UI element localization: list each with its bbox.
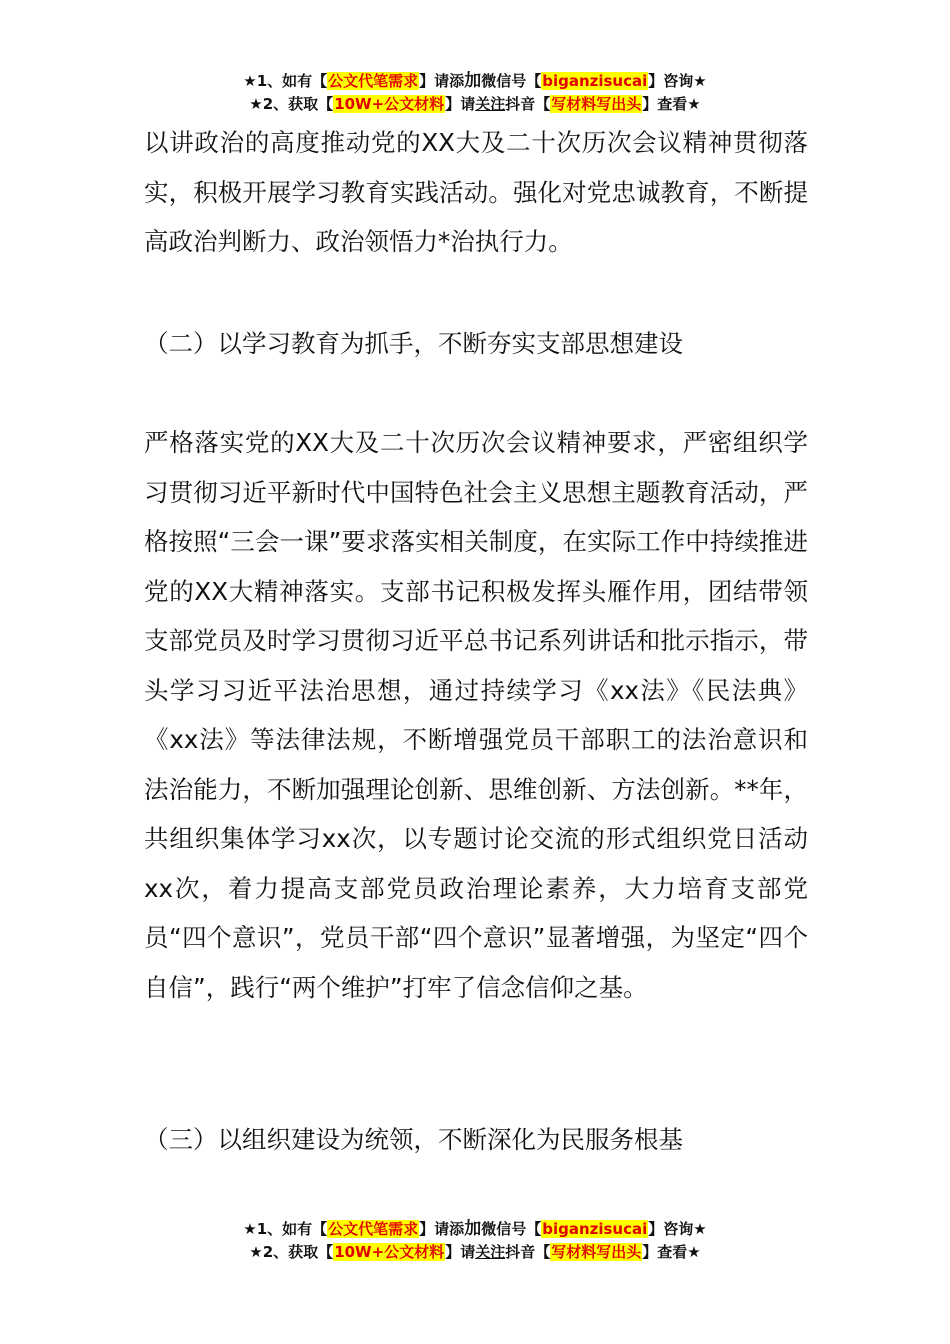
top-banner-line-1	[0, 70, 950, 93]
highlight-materials: 10W+公文材料	[334, 95, 445, 113]
banner-text: 】咨询★	[648, 72, 707, 90]
bottom-banner-line-1	[0, 1218, 950, 1241]
highlight-service: 公文代笔需求	[328, 72, 419, 90]
banner-text: ★1、如有【	[243, 1220, 328, 1238]
section-heading-3: （三）以组织建设为统领，不断深化为民服务根基	[144, 1125, 683, 1154]
banner-text: 抖音【	[505, 1243, 551, 1261]
banner-text: 抖音【	[505, 95, 551, 113]
banner-text: 】请添	[419, 1220, 465, 1238]
banner-text: 微信号【	[481, 1220, 542, 1238]
highlight-douyin-account: 写材料写出头	[551, 1243, 642, 1261]
paragraph-2: 严格落实党的XX大及二十次历次会议精神要求，严密组织学习贯彻习近平新时代中国特色社会主义思想主题教育活动，严格按照“三会一课”要求落实相关制度，在实际工作中持续推进党的XX大精神落实。支部书记积极发挥头雁作用，团结带领支部党员及时学习贯彻习近平总书记系列讲话和批示指示，带头学习习近平法治思想，通过持续学习《xx法》《民法典》《xx法》等法律法规，不断增强党员干部职工的法治意识和法治能力，不断加强理论创新、思维创新、方法创新。**年，共组织集体学习xx次，以专题讨论交流的形式组织党日活动xx次，着力提高支部党员政治理论素养，大力培育支部党员“四个意识”，党员干部“四个意识”显著增强，为坚定“四个自信”，践行“两个维护”打牢了信念信仰之基。	[144, 428, 808, 1002]
section-heading-2: （二）以学习教育为抓手，不断夯实支部思想建设	[144, 329, 683, 358]
paragraph-1: 以讲政治的高度推动党的XX大及二十次历次会议精神贯彻落实，积极开展学习教育实践活动。强化对党忠诚教育，不断提高政治判断力、政治领悟力*治执行力。	[144, 128, 808, 256]
banner-text-emphasis: 加	[464, 71, 482, 91]
banner-text: 】请	[445, 95, 476, 113]
banner-text: ★1、如有【	[243, 72, 328, 90]
banner-text: 】请	[445, 1243, 476, 1261]
section-heading-2-block	[144, 319, 808, 369]
highlight-wechat-id: biganzisucai	[542, 72, 648, 90]
banner-text: 】查看★	[642, 95, 701, 113]
highlight-service: 公文代笔需求	[328, 1220, 419, 1238]
banner-text: ★2、获取【	[249, 95, 334, 113]
banner-text: 】查看★	[642, 1243, 701, 1261]
paragraph-1-block	[144, 118, 808, 267]
bottom-promo-banner	[0, 1218, 950, 1264]
banner-text: ★2、获取【	[249, 1243, 334, 1261]
paragraph-2-block	[144, 418, 808, 1012]
top-promo-banner	[0, 70, 950, 116]
banner-text: 微信号【	[481, 72, 542, 90]
banner-text-underline: 关注	[475, 1243, 506, 1261]
banner-text-underline: 关注	[475, 95, 506, 113]
top-banner-line-2	[0, 93, 950, 116]
highlight-douyin-account: 写材料写出头	[551, 95, 642, 113]
banner-text: 】咨询★	[648, 1220, 707, 1238]
highlight-materials: 10W+公文材料	[334, 1243, 445, 1261]
bottom-banner-line-2	[0, 1241, 950, 1264]
banner-text: 】请添	[419, 72, 465, 90]
highlight-wechat-id: biganzisucai	[542, 1220, 648, 1238]
section-heading-3-block	[144, 1115, 808, 1165]
banner-text-emphasis: 加	[464, 1219, 482, 1239]
